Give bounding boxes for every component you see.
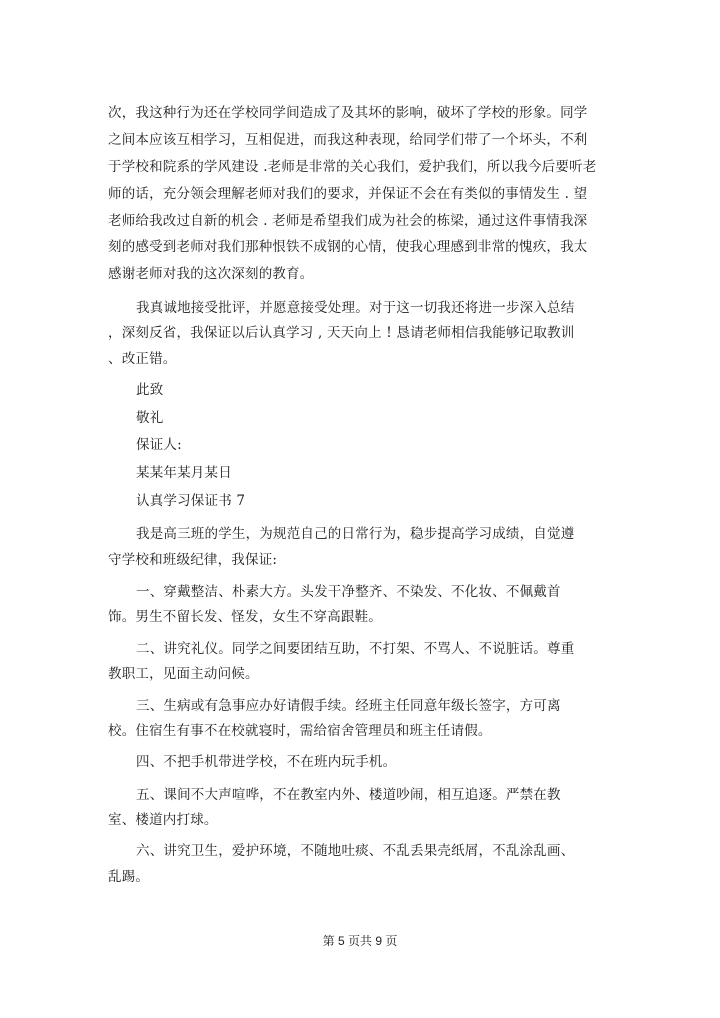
item-1-line-2: 饰。男生不留长发、怪发，女生不穿高跟鞋。 — [108, 609, 382, 625]
paragraph1-line-2: 之间本应该互相学习，互相促进，而我这种表现，给同学们带了一个坏头，不利 — [108, 132, 588, 148]
item-5-line-2: 室、楼道内打球。 — [108, 812, 218, 828]
paragraph2-line-1: 我真诚地接受批评，并愿意接受处理。对于这一切我还将进一步深入总结 — [136, 300, 575, 316]
item-6-line-2: 乱踢。 — [108, 869, 150, 885]
paragraph1-line-5: 老师给我改过自新的机会 . 老师是希望我们成为社会的栋梁，通过这件事情我深 — [108, 213, 588, 229]
paragraph1-line-1: 次，我这种行为还在学校同学间造成了及其坏的影响，破坏了学校的形象。同学 — [108, 105, 588, 121]
paragraph1-line-4: 师的话，充分领会理解老师对我们的要求，并保证不会在有类似的事情发生 . 望 — [108, 186, 588, 202]
closing-guarantor: 保证人: — [136, 437, 182, 453]
item-4-line-1: 四、不把手机带进学校，不在班内玩手机。 — [136, 754, 397, 770]
closing-respect: 敬礼 — [136, 410, 164, 426]
paragraph1-line-6: 刻的感受到老师对我们那种恨铁不成钢的心情，使我心理感到非常的愧疚，我太 — [108, 239, 588, 255]
paragraph2-line-2: ，深刻反省，我保证以后认真学习 , 天天向上 ! 恳请老师相信我能够记取教训 — [108, 325, 575, 341]
closing-salutation: 此致 — [136, 382, 164, 398]
item-6-line-1: 六、讲究卫生，爱护环境，不随地吐痰、不乱丢果壳纸屑，不乱涂乱画、 — [136, 843, 575, 859]
page-footer: 第 5 页共 9 页 — [322, 934, 398, 948]
paragraph2-line-3: 、改正错。 — [108, 351, 177, 367]
paragraph1-line-3: 于学校和院系的学风建设 .老师是非常的关心我们，爱护我们，所以我今后要听老 — [108, 159, 597, 175]
item-1-line-1: 一、穿戴整洁、朴素大方。头发干净整齐、不染发、不化妆、不佩戴首 — [136, 584, 561, 600]
item-2-line-2: 教职工，见面主动问候。 — [108, 666, 259, 682]
item-5-line-1: 五、课间不大声喧哗，不在教室内外、楼道吵闹，相互追逐。严禁在教 — [136, 787, 561, 803]
item-3-line-1: 三、生病或有急事应办好请假手续。经班主任同意年级长签字，方可离 — [136, 698, 561, 714]
closing-date: 某某年某月某日 — [136, 465, 232, 481]
intro-line-1: 我是高三班的学生，为规范自己的日常行为，稳步提高学习成绩，自觉遵 — [136, 526, 575, 542]
paragraph1-line-7: 感谢老师对我的这次深刻的教育。 — [108, 266, 314, 282]
intro-line-2: 守学校和班级纪律，我保证: — [108, 552, 278, 568]
item-3-line-2: 校。住宿生有事不在校就寝时，需给宿舍管理员和班主任请假。 — [108, 723, 492, 739]
section-title: 认真学习保证书 7 — [136, 493, 246, 509]
item-2-line-1: 二、讲究礼仪。同学之间要团结互助，不打架、不骂人、不说脏话。尊重 — [136, 641, 575, 657]
